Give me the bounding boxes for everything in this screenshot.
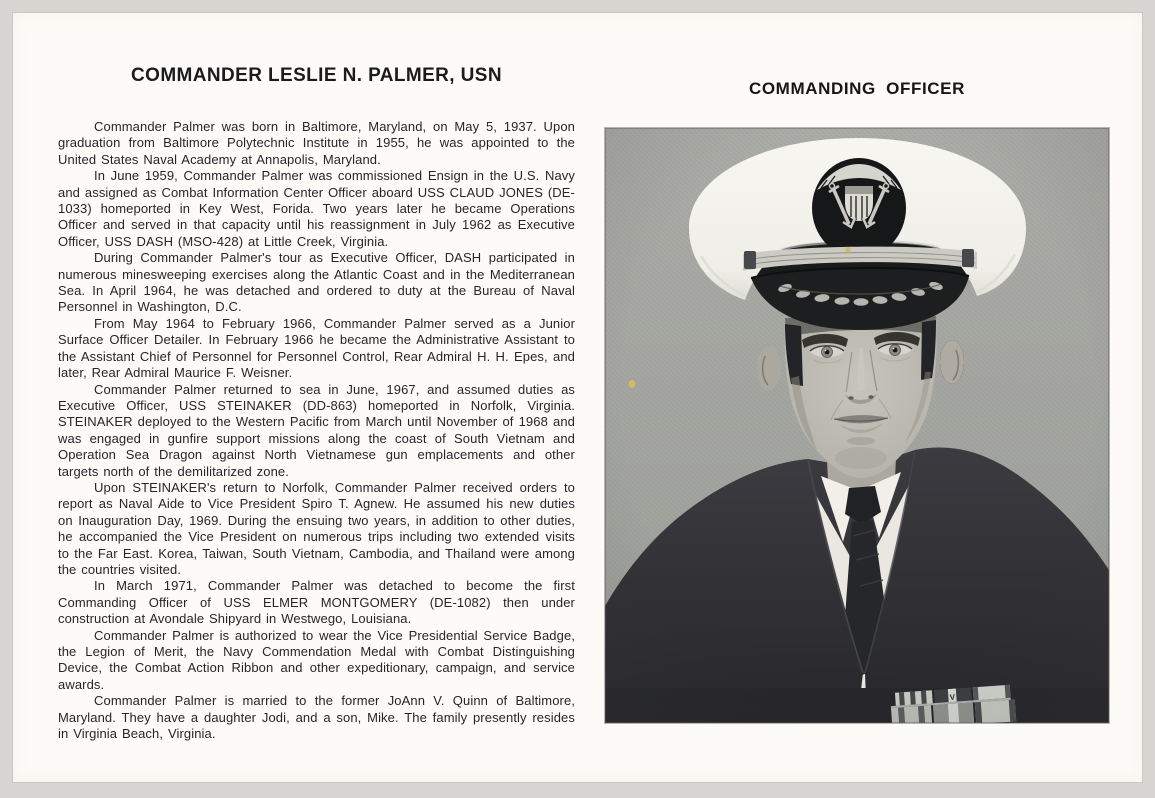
bio-paragraph-9: Commander Palmer is married to the former JoAnn V. Quinn of Baltimore, Maryland. They have a daughter Jodi, and a son, Mike. The family presently resides in Virginia Beach, Virginia. xyxy=(58,693,575,742)
bio-paragraph-6: Upon STEINAKER's return to Norfolk, Commander Palmer received orders to report as Naval Aide to Vice President Spiro T. Agnew. He assumed his new duties on Inauguration Day, 1969. During the ensuing two years, in addition to other duties, he accompanied the Vice President on numerous trips including two extended visits to the Far East. Korea, Taiwan, South Vietnam, Cambodia, and Thailand were among the countries visited. xyxy=(58,479,575,577)
bio-paragraph-2: In June 1959, Commander Palmer was commissioned Ensign in the U.S. Navy and assigned as Combat Information Center Officer aboard USS CLAUD JONES (DE-1033) homeported in Key West, Forida. Two years later he became Operations Officer and served in that capacity until his reassignment in July 1962 as Executive Officer, USS DASH (MSO-428) at Little Creek, Virginia. xyxy=(58,168,575,249)
booklet-page xyxy=(13,13,1142,782)
page-title: COMMANDER LESLIE N. PALMER, USN xyxy=(131,65,502,86)
bio-paragraph-1: Commander Palmer was born in Baltimore, Maryland, on May 5, 1937. Upon graduation from Baltimore Polytechnic Institute in 1955, he was appointed to the United States Naval Academy at Annapolis, Maryland. xyxy=(58,119,575,167)
photo-vignette xyxy=(605,128,1109,723)
portrait-illustration xyxy=(605,128,1109,723)
bio-paragraph-8: Commander Palmer is authorized to wear the Vice Presidential Service Badge, the Legion of Merit, the Navy Commendation Medal with Combat Distinguishing Device, the Combat Action Ribbon and other expeditionary, campaign, and service awards. xyxy=(58,627,575,692)
bio-paragraph-7: In March 1971, Commander Palmer was detached to become the first Commanding Officer of USS ELMER MONTGOMERY (DE-1082) then under construction at Avondale Shipyard in Westwego, Louisiana. xyxy=(58,578,575,627)
bio-paragraph-3: During Commander Palmer's tour as Executive Officer, DASH participated in numerous minesweeping exercises along the Atlantic Coast and in the Mediterranean Sea. In April 1964, he was detached and ordered to duty at the Bureau of Naval Personnel in Washington, D.C. xyxy=(58,250,575,315)
bio-paragraph-4: From May 1964 to February 1966, Commander Palmer served as a Junior Surface Officer Detailer. In February 1966 he became the Administrative Assistant to the Assistant Chief of Personnel for Personnel Control, Rear Admiral H. H. Epes, and later, Rear Admiral Maurice F. Weisner. xyxy=(58,315,575,381)
photo-heading: COMMANDING OFFICER xyxy=(748,79,965,98)
bio-paragraph-5: Commander Palmer returned to sea in June, 1967, and assumed duties as Executive Officer, USS STEINAKER (DD-863) homeported in Norfolk, Virginia. STEINAKER deployed to the Western Pacific from March until November of 1968 and was engaged in gunfire support missions along the coast of South Vietnam and Operation Sea Dragon against North Vietnamese gun emplacements and other targets north of the demilitarized zone. xyxy=(58,381,575,479)
commanding-officer-photo xyxy=(605,128,1109,723)
biography-section xyxy=(58,65,575,742)
